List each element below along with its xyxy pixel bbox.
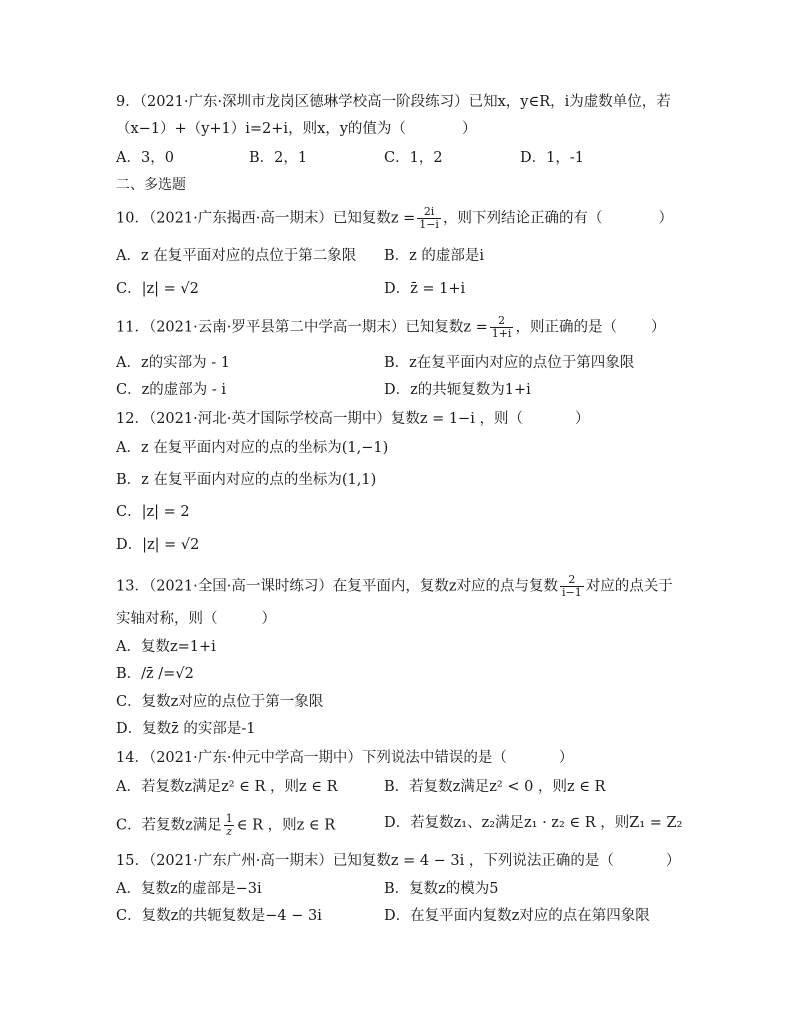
q9-option-a: A．3，0 [116,150,174,166]
q12-stem-text: 12．（2021·河北·英才国际学校高一期中）复数z = 1−i ，则（ [116,411,523,427]
q10-option-c: C．|z| = √2 [116,281,199,297]
q11-stem-post: ，则正确的是（ [515,319,617,336]
q10-stem-post: ，则下列结论正确的有（ [442,210,603,227]
q14-option-d: D．若复数z₁、z₂满足z₁ · z₂ ∈ R ，则Z₁ = Z₂ [384,815,683,831]
q10-paren-close: ） [658,210,673,227]
q9-option-b: B．2，1 [249,150,308,166]
q10-stem-pre: 10．（2021·广东揭西·高一期末）已知复数z = [116,210,416,227]
q11-paren-close: ） [650,319,666,336]
q14-option-c-post: ∈ R ，则z ∈ R [236,817,336,834]
q11-option-d: D．z的共轭复数为1+i [384,382,531,398]
q10-frac-num: 2i [423,205,435,218]
q11-frac-den: 1+i [491,327,512,340]
q10-frac-den: 1−i [419,218,439,231]
q11-fraction [490,315,514,340]
q12-option-a: A．z 在复平面内对应的点的坐标为(1,−1) [116,440,389,456]
q15-option-d: D．在复平面内复数z对应的点在第四象限 [384,908,650,924]
q14-option-a: A．若复数z满足z² ∈ R ，则z ∈ R [116,779,338,795]
q14-option-c-pre: C．若复数z满足 [116,817,222,834]
q15-stem-text: 15．（2021·广东广州·高一期末）已知复数z = 4 − 3i ，下列说法正确的是（ [116,853,614,869]
q10-fraction [417,206,441,231]
q9-paren-close: ） [461,121,477,137]
q11-option-c: C．z的虚部为 - i [116,382,226,398]
q14-option-c-fraction [224,813,235,838]
q9-stem-line2 [116,119,476,139]
q12-option-c: C．|z| = 2 [116,504,190,520]
q9-option-d: D．1，-1 [520,150,584,166]
q13-stem-pre: 13．（2021·全国·高一课时练习）在复平面内，复数z对应的点与复数 [116,578,558,595]
q15-stem [116,851,680,871]
q14-option-b: B．若复数z满足z² < 0 ，则z ∈ R [384,779,606,795]
q14-paren-close: ） [558,750,574,766]
q9-option-c: C．1，2 [384,150,443,166]
section-title: 二、多选题 [116,177,186,193]
q14-stem-text: 14．（2021·广东·仲元中学高一期中）下列说法中错误的是（ [116,750,507,766]
q13-frac-num: 2 [568,573,576,586]
q15-option-c: C．复数z的共轭复数是−4 − 3i [116,908,322,924]
q11-option-a: A．z的实部为 - 1 [116,355,230,371]
q13-stem-line1 [116,574,673,599]
q12-paren-close: ） [574,411,590,427]
q11-stem [116,315,665,340]
q12-option-d: D．|z| = √2 [116,537,200,553]
q13-stem-line2 [116,609,276,629]
q15-paren-close: ） [665,853,681,869]
q14-option-c [116,813,335,838]
q15-option-b: B．复数z的模为5 [384,881,499,897]
q13-option-c: C．复数z对应的点位于第一象限 [116,694,324,710]
q9-stem-text: （x−1）+（y+1）i=2+i，则x，y的值为（ [116,121,406,137]
q11-stem-pre: 11．（2021·云南·罗平县第二中学高一期末）已知复数z = [116,319,488,336]
q13-option-b: B．/z̄ /=√2 [116,666,194,682]
q13-fraction [560,574,584,599]
q11-frac-num: 2 [498,314,506,327]
q13-stem-line2-text: 实轴对称，则（ [116,611,218,627]
q10-option-d: D．z̄ = 1+i [384,281,466,297]
q14-stem [116,748,573,768]
q11-option-b: B．z在复平面内对应的点位于第四象限 [384,355,635,371]
q9-stem-line1: 9．（2021·广东·深圳市龙岗区德琳学校高一阶段练习）已知x，y∈R，i为虚数单位，若 [116,94,671,110]
q13-option-a: A．复数z=1+i [116,639,216,655]
q12-stem [116,409,589,429]
q13-paren-close: ） [261,611,276,627]
q13-stem-post: 对应的点关于 [585,578,673,595]
q10-option-a: A．z 在复平面对应的点位于第二象限 [116,248,357,264]
q10-option-b: B．z 的虚部是i [384,248,485,264]
q10-stem [116,206,673,231]
q14-optc-frac-den: z [226,825,233,838]
q13-option-d: D．复数z̄ 的实部是-1 [116,721,256,737]
q15-option-a: A．复数z的虚部是−3i [116,881,262,897]
q14-optc-frac-num: 1 [225,812,233,825]
q12-option-b: B．z 在复平面内对应的点的坐标为(1,1) [116,472,377,488]
q13-frac-den: i−1 [561,586,582,599]
